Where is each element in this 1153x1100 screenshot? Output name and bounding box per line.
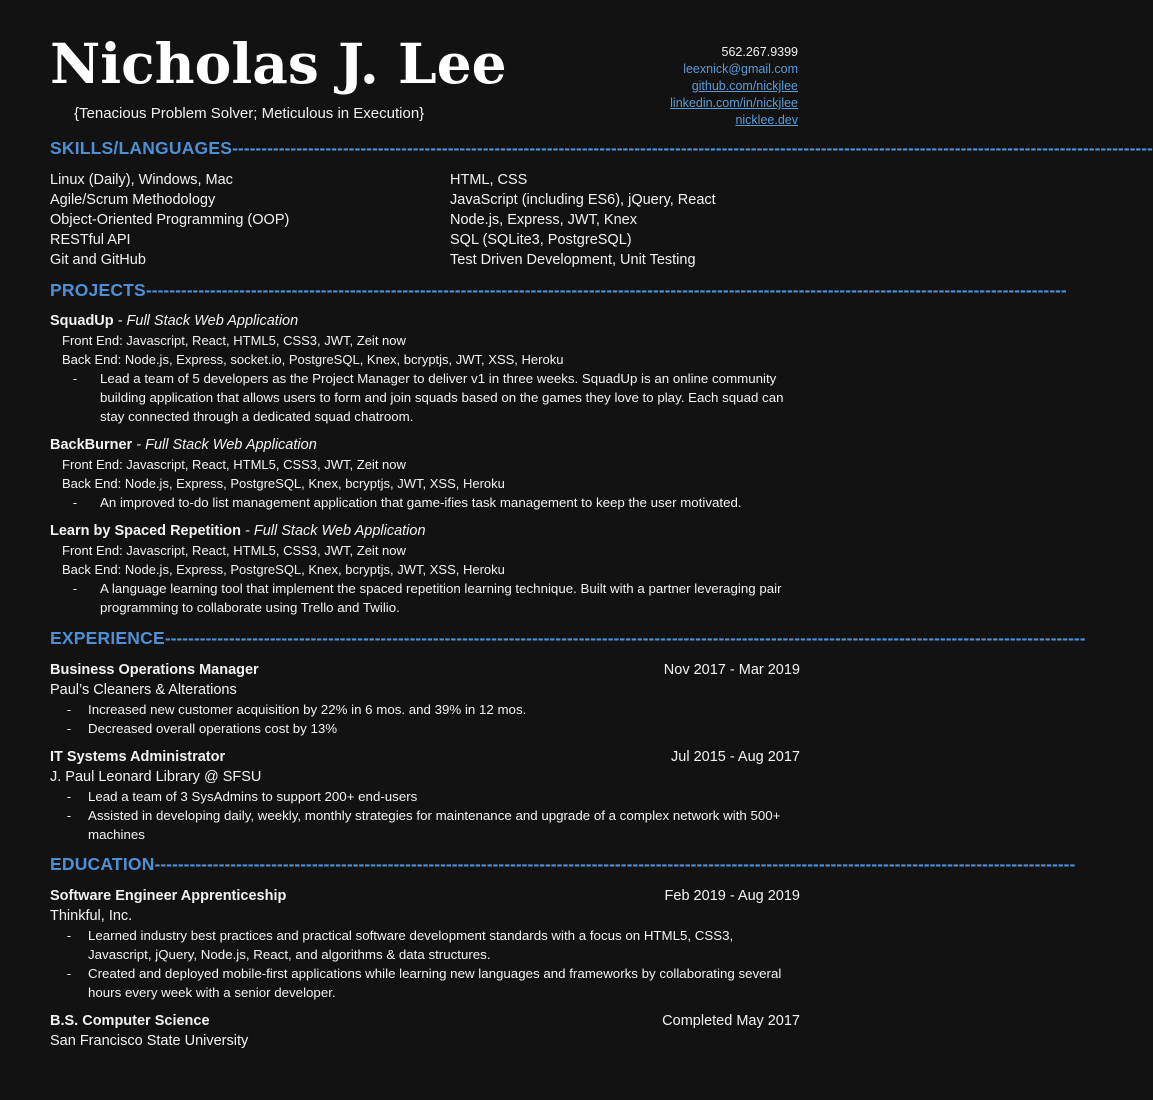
project-type: - Full Stack Web Application — [240, 523, 426, 539]
education-dates: Feb 2019 - Aug 2019 — [664, 888, 800, 904]
job-bullet: - Decreased overall operations cost by 13% — [66, 721, 338, 736]
job-dates: Jul 2015 - Aug 2017 — [671, 749, 800, 765]
job-organization: J. Paul Leonard Library @ SFSU — [50, 769, 262, 785]
project-backend: Back End: Node.js, Express, PostgreSQL, Knex, bcryptjs, JWT, XSS, Heroku — [62, 476, 505, 491]
project-bullet: - Lead a team of 5 developers as the Project Manager to deliver v1 in three weeks. SquadUp is an online community building application that allows users to form and join squads based on the games they love to play. Each squad can stay connected through a dedicated squad chatroom. — [72, 371, 784, 424]
project-name: SquadUp — [50, 313, 114, 329]
section-divider: -------------------------------------------------------------------------------------------------------------------------------------------------------------- — [145, 280, 1067, 300]
section-education-heading — [50, 854, 1076, 876]
section-divider: -------------------------------------------------------------------------------------------------------------------------------------------------------------- — [154, 854, 1076, 874]
section-skills-heading — [50, 138, 1153, 160]
project-entry — [50, 312, 800, 426]
skill-item: RESTful API — [50, 232, 131, 248]
candidate-name: Nicholas J. Lee — [50, 31, 507, 96]
job-organization: Paul’s Cleaners & Alterations — [50, 682, 237, 698]
email-link[interactable]: leexnick@gmail.com — [683, 62, 798, 76]
skill-item: Linux (Daily), Windows, Mac — [50, 172, 233, 188]
section-experience-heading — [50, 628, 1086, 650]
job-bullet: - Lead a team of 3 SysAdmins to support 200+ end-users — [66, 789, 418, 804]
section-projects-label: PROJECTS — [50, 280, 146, 300]
job-title: IT Systems Administrator — [50, 749, 226, 765]
skills-column-right — [450, 170, 830, 270]
phone-number: 562.267.9399 — [721, 45, 798, 59]
skill-item: JavaScript (including ES6), jQuery, React — [450, 192, 716, 208]
skill-item: Object-Oriented Programming (OOP) — [50, 212, 290, 228]
skill-item: SQL (SQLite3, PostgreSQL) — [450, 232, 632, 248]
tagline: {Tenacious Problem Solver; Meticulous in Execution} — [74, 105, 425, 122]
education-entry — [50, 886, 800, 1002]
project-entry — [50, 436, 800, 512]
skill-item: Node.js, Express, JWT, Knex — [450, 212, 637, 228]
education-entry — [50, 1011, 800, 1051]
experience-entry — [50, 660, 800, 738]
section-skills-label: SKILLS/LANGUAGES — [50, 138, 233, 158]
skills-column-left — [50, 170, 430, 270]
website-link[interactable]: nicklee.dev — [735, 113, 798, 127]
project-entry — [50, 522, 800, 617]
project-name: BackBurner — [50, 437, 133, 453]
skill-item: Agile/Scrum Methodology — [50, 192, 216, 208]
project-bullet: - A language learning tool that implement the spaced repetition learning technique. Built with a partner leveraging pair programming to collaborate using Trello and Twilio. — [72, 581, 782, 615]
project-type: - Full Stack Web Application — [113, 313, 299, 329]
section-education-label: EDUCATION — [50, 854, 155, 874]
project-backend: Back End: Node.js, Express, PostgreSQL, Knex, bcryptjs, JWT, XSS, Heroku — [62, 562, 505, 577]
job-title: Business Operations Manager — [50, 662, 259, 678]
project-bullet: - An improved to-do list management application that game-ifies task management to keep the user motivated. — [72, 495, 742, 510]
education-title: B.S. Computer Science — [50, 1013, 210, 1029]
skill-item: Git and GitHub — [50, 252, 146, 268]
linkedin-link[interactable]: linkedin.com/in/nickjlee — [670, 96, 798, 110]
education-dates: Completed May 2017 — [662, 1013, 800, 1029]
education-institution: San Francisco State University — [50, 1033, 249, 1049]
education-title: Software Engineer Apprenticeship — [50, 888, 287, 904]
section-divider: -------------------------------------------------------------------------------------------------------------------------------------------------------------- — [232, 138, 1153, 158]
project-frontend: Front End: Javascript, React, HTML5, CSS3, JWT, Zeit now — [62, 543, 406, 558]
contact-info — [670, 44, 798, 129]
section-projects-heading — [50, 280, 1067, 302]
education-bullet: - Learned industry best practices and practical software development standards with a focus on HTML5, CSS3, Javascript, jQuery, Node.js, React, and algorithms & data structures. — [66, 928, 734, 962]
skill-item: Test Driven Development, Unit Testing — [450, 252, 696, 268]
education-institution: Thinkful, Inc. — [50, 908, 133, 924]
skill-item: HTML, CSS — [450, 172, 528, 188]
project-frontend: Front End: Javascript, React, HTML5, CSS3, JWT, Zeit now — [62, 333, 406, 348]
project-backend: Back End: Node.js, Express, socket.io, PostgreSQL, Knex, bcryptjs, JWT, XSS, Heroku — [62, 352, 564, 367]
project-name: Learn by Spaced Repetition — [50, 523, 241, 539]
project-type: - Full Stack Web Application — [132, 437, 317, 453]
github-link[interactable]: github.com/nickjlee — [691, 79, 798, 93]
job-dates: Nov 2017 - Mar 2019 — [663, 662, 800, 678]
section-experience-label: EXPERIENCE — [50, 628, 165, 648]
experience-entry — [50, 747, 800, 844]
education-bullet: - Created and deployed mobile-first applications while learning new languages and frameworks by collaborating several hours every week with a senior developer. — [66, 966, 782, 1000]
section-divider: -------------------------------------------------------------------------------------------------------------------------------------------------------------- — [164, 628, 1086, 648]
job-bullet: - Assisted in developing daily, weekly, monthly strategies for maintenance and upgrade of a complex network with 500+ machines — [66, 808, 781, 842]
job-bullet: - Increased new customer acquisition by 22% in 6 mos. and 39% in 12 mos. — [66, 702, 527, 717]
project-frontend: Front End: Javascript, React, HTML5, CSS3, JWT, Zeit now — [62, 457, 406, 472]
